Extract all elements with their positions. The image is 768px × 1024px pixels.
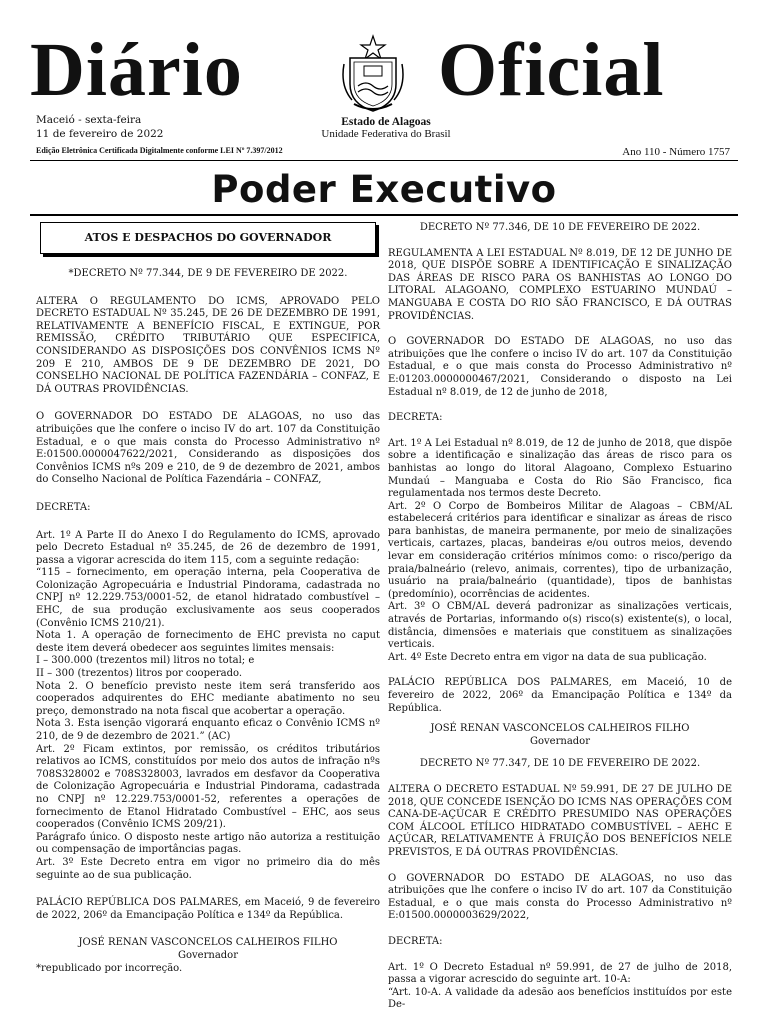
decreta-label: DECRETA: — [388, 935, 443, 947]
state-subtitle: Unidade Federativa do Brasil — [321, 128, 451, 140]
item-115: “115 – fornecimento, em operação interna, pela Cooperativa de Colonização Agropecuária e Industrial Pindorama, cadastrada no CNPJ nº 12.229.753/0001-52, de etanol hidratado combustível – EHC, de sua produção exclusivamente aos seus cooperados (Convênio ICMS 210/21). — [36, 567, 380, 629]
article-2: Art. 2º Ficam extintos, por remissão, os créditos tributários relativos ao ICMS, constituídos por meio dos autos de infração nºs 708S328002 e 708S328003, lavrados em desfavor da Cooperativa de Colonização Agropecuária e Industrial Pindorama, cadastrada no CNPJ nº 12.229.753/0001-52, referentes a operações de fornecimento de Etanol Hidratado Combustível – EHC, aos seus cooperados (Convênio ICMS 209/21). — [36, 743, 380, 831]
article-3: Art. 3º Este Decreto entra em vigor no primeiro dia do mês seguinte ao de sua publicação. — [36, 856, 380, 881]
article-10a: “Art. 10-A. A validade da adesão aos benefícios instituídos por este De- — [388, 986, 732, 1011]
decreta-label: DECRETA: — [36, 501, 91, 513]
decree-summary: ALTERA O REGULAMENTO DO ICMS, APROVADO PELO DECRETO ESTADUAL Nº 35.245, DE 26 DE DEZEMBRO DE 1991, RELATIVAMENTE A BENEFÍCIO FISCAL, E EXTINGUE, POR REMISSÃO, CRÉDITO TRIBUTÁRIO QUE ESPECIFICA, CONSIDERANDO AS DISPOSIÇÕES DOS CONVÊNIOS ICMS Nº 209 E 210, AMBOS DE 9 DE DEZEMBRO DE 2021, DO CONSELHO NACIONAL DE POLÍTICA FAZENDÁRIA – CONFAZ, E DÁ OUTRAS PROVIDÊNCIAS. — [36, 295, 380, 395]
decree-preamble: O GOVERNADOR DO ESTADO DE ALAGOAS, no uso das atribuições que lhe confere o inciso IV do art. 107 da Constituição Estadual, e o que mais consta do Processo Administrativo nº E:01500.0000047622/2021, Considerando as disposições dos Convênios ICMS nºs 209 e 210, de 9 de dezembro de 2021, ambos do Conselho Nacional de Política Fazendária – CONFAZ, — [36, 411, 380, 486]
single-paragraph: Parágrafo único. O disposto neste artigo não autoriza a restituição ou compensação de importâncias pagas. — [36, 831, 380, 856]
article-3: Art. 3º O CBM/AL deverá padronizar as sinalizações verticais, através de Portarias, informando o(s) risco(s) existente(s), o local, distância, dimensões e materiais que constituem as sinalizações verticais. — [388, 601, 732, 651]
decreta-label: DECRETA: — [388, 412, 443, 424]
signer-role: Governador — [530, 735, 590, 747]
masthead-title-right: Oficial — [438, 28, 665, 112]
signer-role: Governador — [178, 949, 238, 961]
dateline — [36, 113, 163, 141]
alagoas-coat-of-arms-icon — [340, 34, 406, 114]
section-title: Poder Executivo — [211, 168, 557, 211]
note-1: Nota 1. A operação de fornecimento de EHC prevista no caput deste item deverá obedecer aos seguintes limites mensais: — [36, 630, 380, 654]
masthead-title-left: Diário — [30, 28, 243, 112]
decree-heading: *DECRETO Nº 77.344, DE 9 DE FEVEREIRO DE 2022. — [68, 268, 348, 279]
decree-summary: ALTERA O DECRETO ESTADUAL Nº 59.991, DE 27 DE JULHO DE 2018, QUE CONCEDE ISENÇÃO DO ICMS NAS OPERAÇÕES COM CANA-DE-AÇÚCAR E CRÉDITO PRESUMIDO NAS OPERAÇÕES COM ÁLCOOL ETÍLICO HIDRATADO COMBUSTÍVEL – AEHC E AÇÚCAR, RELATIVAMENTE À FRUIÇÃO DOS BENEFÍCIOS NELE PREVISTOS, E DÁ OUTRAS PROVIDÊNCIAS. — [388, 783, 732, 858]
limit-1: I – 300.000 (trezentos mil) litros no total; e — [36, 655, 255, 667]
palace-signature-line: PALÁCIO REPÚBLICA DOS PALMARES, em Maceió, 10 de fevereiro de 2022, 206º da Emancipação Política e 134º da República. — [388, 677, 732, 714]
section-box-title: ATOS E DESPACHOS DO GOVERNADOR — [40, 222, 376, 254]
republished-note: *republicado por incorreção. — [36, 962, 183, 974]
decree-heading: DECRETO Nº 77.347, DE 10 DE FEVEREIRO DE 2022. — [419, 758, 701, 770]
article-1: Art. 1º A Parte II do Anexo I do Regulamento do ICMS, aprovado pelo Decreto Estadual nº 35.245, de 26 de dezembro de 1991, passa a vigorar acrescida do item 115, com a seguinte redação: — [36, 529, 380, 566]
divider — [30, 214, 738, 216]
decree-preamble: O GOVERNADOR DO ESTADO DE ALAGOAS, no uso das atribuições que lhe confere o inciso IV do art. 107 da Constituição Estadual, e o que mais consta do Processo Administrativo nº E:01203.0000000467/2021, Considerando o disposto na Lei Estadual nº 8.019, de 12 de junho de 2018, — [388, 336, 732, 398]
state-block — [306, 116, 466, 140]
note-2: Nota 2. O benefício previsto neste item será transferido aos cooperados adquirentes do EHC mediante abatimento no seu preço, demonstrado na nota fiscal que acobertar a operação. — [36, 680, 380, 717]
state-name: Estado de Alagoas — [341, 116, 431, 128]
divider — [30, 160, 738, 161]
publication-date: 11 de fevereiro de 2022 — [36, 128, 164, 140]
issue-number: Ano 110 - Número 1757 — [622, 146, 730, 158]
right-column — [388, 222, 732, 1012]
palace-signature-line: PALÁCIO REPÚBLICA DOS PALMARES, em Maceió, 9 de fevereiro de 2022, 206º da Emancipação Política e 134º da República. — [36, 897, 380, 921]
signer-name: JOSÉ RENAN VASCONCELOS CALHEIROS FILHO — [430, 723, 690, 735]
limit-2: II – 300 (trezentos) litros por cooperado. — [36, 668, 243, 680]
article-1: Art. 1º A Lei Estadual nº 8.019, de 12 de junho de 2018, que dispõe sobre a identificação e sinalização das áreas de risco para os banhistas ao longo do litoral Alagoano, Complexo Estuarino Mundaú – Manguaba e Costa do Rio São Francisco, fica regulamentada nos termos deste Decreto. — [388, 437, 732, 500]
article-1: Art. 1º O Decreto Estadual nº 59.991, de 27 de julho de 2018, passa a vigorar acrescido do seguinte art. 10-A: — [388, 961, 732, 986]
certification-note: Edição Eletrônica Certificada Digitalmente conforme LEI Nº 7.397/2012 — [36, 146, 283, 155]
article-2: Art. 2º O Corpo de Bombeiros Militar de Alagoas – CBM/AL estabelecerá critérios para identificar e sinalizar as áreas de risco para banhistas, de maneira permanente, por meio de sinalizações verticais, cartazes, placas, bandeiras e/ou outros meios, devendo levar em consideração critérios mínimos como: o risco/perigo da praia/balneário (relevo, animais, correntes), tipo de urbanização, usuário na praia/balneário (quantidade), tipos de banhistas (predomínio), ocorrências de acidentes. — [388, 500, 732, 600]
signer-name: JOSÉ RENAN VASCONCELOS CALHEIROS FILHO — [78, 937, 338, 949]
article-4: Art. 4º Este Decreto entra em vigor na data de sua publicação. — [388, 651, 707, 663]
decree-preamble: O GOVERNADOR DO ESTADO DE ALAGOAS, no uso das atribuições que lhe confere o inciso IV do art. 107 da Constituição Estadual, e o que mais consta do Processo Administrativo nº E:01500.0000003629/2022, — [388, 872, 732, 922]
decree-heading: DECRETO Nº 77.346, DE 10 DE FEVEREIRO DE 2022. — [419, 222, 701, 233]
left-column — [36, 222, 380, 975]
city-day: Maceió - sexta-feira — [36, 114, 142, 126]
decree-summary: REGULAMENTA A LEI ESTADUAL Nº 8.019, DE 12 DE JUNHO DE 2018, QUE DISPÕE SOBRE A IDENTIFICAÇÃO E SINALIZAÇÃO DAS ÁREAS DE RISCO PARA OS BANHISTAS AO LONGO DO LITORAL ALAGOANO, COMPLEXO ESTUARINO MUNDAÚ – MANGUABA E COSTA DO RIO SÃO FRANCISCO, E DÁ OUTRAS PROVIDÊNCIAS. — [388, 247, 732, 322]
note-3: Nota 3. Esta isenção vigorará enquanto eficaz o Convênio ICMS nº 210, de 9 de dezembro de 2021.” (AC) — [36, 718, 380, 742]
